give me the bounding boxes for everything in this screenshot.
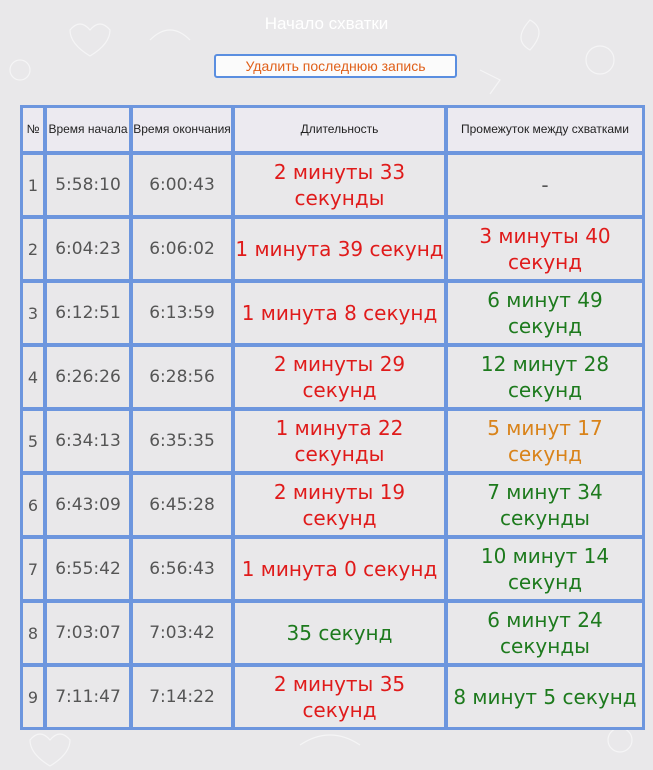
start-time-cell: 5:58:10 (46, 154, 130, 216)
start-time-cell: 6:04:23 (46, 218, 130, 280)
end-time-cell: 6:00:43 (132, 154, 232, 216)
duration-cell: 2 минуты 33 секунды (234, 154, 445, 216)
start-time-cell: 7:03:07 (46, 602, 130, 664)
start-time-cell: 6:43:09 (46, 474, 130, 536)
duration-cell: 1 минута 8 секунд (234, 282, 445, 344)
interval-cell: 10 минут 14 секунд (447, 538, 643, 600)
interval-cell: - (447, 154, 643, 216)
table-row (22, 666, 643, 728)
table-header-row (22, 107, 643, 152)
end-time-cell: 6:13:59 (132, 282, 232, 344)
duration-cell: 2 минуты 19 секунд (234, 474, 445, 536)
table-row (22, 282, 643, 344)
table-row (22, 474, 643, 536)
interval-cell: 6 минут 24 секунды (447, 602, 643, 664)
row-number-cell: 3 (22, 282, 44, 344)
contractions-table (20, 105, 645, 730)
column-header-number: № (22, 107, 44, 152)
duration-cell: 1 минута 0 секунд (234, 538, 445, 600)
delete-last-entry-button[interactable]: Удалить последнюю запись (214, 54, 457, 78)
row-number-cell: 2 (22, 218, 44, 280)
end-time-cell: 6:35:35 (132, 410, 232, 472)
row-number-cell: 1 (22, 154, 44, 216)
interval-cell: 5 минут 17 секунд (447, 410, 643, 472)
end-time-cell: 6:06:02 (132, 218, 232, 280)
table-row (22, 602, 643, 664)
duration-cell: 35 секунд (234, 602, 445, 664)
end-time-cell: 7:03:42 (132, 602, 232, 664)
table-row (22, 346, 643, 408)
table-row (22, 218, 643, 280)
page-title: Начало схватки (264, 14, 389, 33)
column-header-start-time: Время начала (46, 107, 130, 152)
end-time-cell: 6:45:28 (132, 474, 232, 536)
row-number-cell: 8 (22, 602, 44, 664)
start-time-cell: 6:55:42 (46, 538, 130, 600)
start-time-cell: 6:26:26 (46, 346, 130, 408)
row-number-cell: 7 (22, 538, 44, 600)
duration-cell: 1 минута 22 секунды (234, 410, 445, 472)
interval-cell: 6 минут 49 секунд (447, 282, 643, 344)
duration-cell: 2 минуты 35 секунд (234, 666, 445, 728)
duration-cell: 1 минута 39 секунд (234, 218, 445, 280)
interval-cell: 7 минут 34 секунды (447, 474, 643, 536)
row-number-cell: 5 (22, 410, 44, 472)
table-row (22, 538, 643, 600)
column-header-duration: Длительность (234, 107, 445, 152)
column-header-end-time: Время окончания (132, 107, 232, 152)
column-header-interval: Промежуток между схватками (447, 107, 643, 152)
interval-cell: 12 минут 28 секунд (447, 346, 643, 408)
end-time-cell: 6:28:56 (132, 346, 232, 408)
end-time-cell: 6:56:43 (132, 538, 232, 600)
start-time-cell: 6:34:13 (46, 410, 130, 472)
start-time-cell: 7:11:47 (46, 666, 130, 728)
interval-cell: 8 минут 5 секунд (447, 666, 643, 728)
start-time-cell: 6:12:51 (46, 282, 130, 344)
row-number-cell: 4 (22, 346, 44, 408)
table-row (22, 154, 643, 216)
table-row (22, 410, 643, 472)
row-number-cell: 9 (22, 666, 44, 728)
duration-cell: 2 минуты 29 секунд (234, 346, 445, 408)
row-number-cell: 6 (22, 474, 44, 536)
end-time-cell: 7:14:22 (132, 666, 232, 728)
interval-cell: 3 минуты 40 секунд (447, 218, 643, 280)
